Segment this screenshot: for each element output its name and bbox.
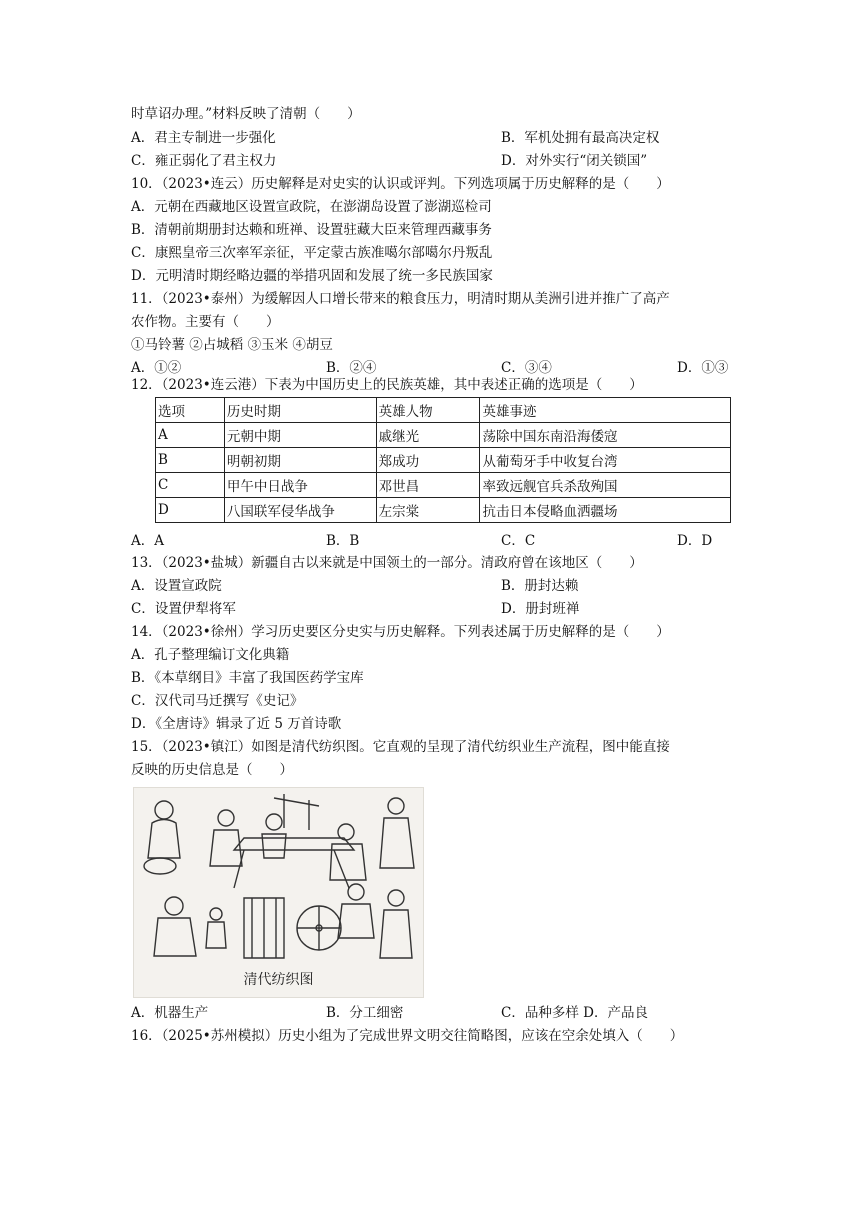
table-cell: 从葡萄牙手中收复台湾 xyxy=(480,448,731,473)
table-cell: 明朝初期 xyxy=(224,448,376,473)
heroes-table xyxy=(155,397,731,523)
table-cell: 邓世昌 xyxy=(376,473,480,498)
q15-stem-line1: 15．（2023•镇江）如图是清代纺织图。它直观的呈现了清代纺织业生产流程，图中能直接 xyxy=(131,739,670,755)
textile-workers-drawing xyxy=(134,788,423,968)
q15-option-b: B．分工细密 xyxy=(326,1005,404,1021)
q14-stem: 14．（2023•徐州）学习历史要区分史实与历史解释。下列表述属于历史解释的是（ ） xyxy=(131,624,670,640)
q13-option-b: B．册封达赖 xyxy=(501,578,579,594)
q13-option-a: A．设置宣政院 xyxy=(131,578,222,594)
q15-stem-line2: 反映的历史信息是（ ） xyxy=(131,762,293,778)
q14-option-a: A．孔子整理编订文化典籍 xyxy=(131,647,290,663)
q12-option-c: C．C xyxy=(501,533,536,549)
table-header-cell: 选项 xyxy=(156,398,225,423)
q11-items: ①马铃薯 ②占城稻 ③玉米 ④胡豆 xyxy=(131,337,333,353)
q12-option-b: B．B xyxy=(326,533,360,549)
table-cell: 抗击日本侵略血洒疆场 xyxy=(480,498,731,523)
table-cell: 荡除中国东南沿海倭寇 xyxy=(480,423,731,448)
q14-option-b: B．《本草纲目》丰富了我国医药学宝库 xyxy=(131,670,364,686)
q9-option-b: B．军机处拥有最高决定权 xyxy=(501,130,660,146)
table-cell: 甲午中日战争 xyxy=(224,473,376,498)
table-cell: 戚继光 xyxy=(376,423,480,448)
q14-option-c: C．汉代司马迁撰写《史记》 xyxy=(131,693,304,709)
q13-option-d: D．册封班禅 xyxy=(501,601,580,617)
table-cell: D xyxy=(156,498,225,523)
q11-option-c: C．③④ xyxy=(501,360,552,376)
table-cell: C xyxy=(156,473,225,498)
table-row xyxy=(156,498,731,523)
q16-stem: 16．（2025•苏州模拟）历史小组为了完成世界文明交往简略图，应该在空余处填入（ ） xyxy=(131,1028,684,1044)
q15-option-cd: C．品种多样 D．产品良 xyxy=(501,1005,648,1021)
table-row xyxy=(156,423,731,448)
q12-option-d: D．D xyxy=(677,533,713,549)
q12-stem: 12．（2023•连云港）下表为中国历史上的民族英雄，其中表述正确的选项是（ ） xyxy=(131,377,643,393)
q15-option-a: A．机器生产 xyxy=(131,1005,209,1021)
q10-stem: 10．（2023•连云）历史解释是对史实的认识或评判。下列选项属于历史解释的是（ ） xyxy=(131,176,670,192)
table-cell: 元朝中期 xyxy=(224,423,376,448)
table-row xyxy=(156,448,731,473)
table-header-cell: 历史时期 xyxy=(224,398,376,423)
q9-option-c: C．雍正弱化了君主权力 xyxy=(131,153,277,169)
q11-option-a: A．①② xyxy=(131,360,182,376)
table-cell: 率致远舰官兵杀敌殉国 xyxy=(480,473,731,498)
q11-stem-line2: 农作物。主要有（ ） xyxy=(131,314,280,330)
q13-stem: 13．（2023•盐城）新疆自古以来就是中国领土的一部分。清政府曾在该地区（ ） xyxy=(131,555,643,571)
q11-option-d: D．①③ xyxy=(677,360,729,376)
q10-option-c: C．康熙皇帝三次率军亲征，平定蒙古族准噶尔部噶尔丹叛乱 xyxy=(131,245,493,261)
q14-option-d: D．《全唐诗》辑录了近 5 万首诗歌 xyxy=(131,716,342,732)
figure-caption: 清代纺织图 xyxy=(243,972,314,988)
q9-option-a: A．君主专制进一步强化 xyxy=(131,130,276,146)
table-cell: 郑成功 xyxy=(376,448,480,473)
table-cell: 左宗棠 xyxy=(376,498,480,523)
q10-option-d: D．元明清时期经略边疆的举措巩固和发展了统一多民族国家 xyxy=(131,268,493,284)
q10-option-b: B．清朝前期册封达赖和班禅、设置驻藏大臣来管理西藏事务 xyxy=(131,222,492,238)
table-cell: B xyxy=(156,448,225,473)
table-cell: A xyxy=(156,423,225,448)
qing-textile-illustration xyxy=(133,787,424,998)
q9-stem-tail: 时草诏办理。”材料反映了清朝（ ） xyxy=(131,106,361,122)
q12-option-a: A．A xyxy=(131,533,164,549)
table-cell: 八国联军侵华战争 xyxy=(224,498,376,523)
q11-stem-line1: 11．（2023•泰州）为缓解因人口增长带来的粮食压力，明清时期从美洲引进并推广了高产 xyxy=(131,291,670,307)
table-header-row xyxy=(156,398,731,423)
table-row xyxy=(156,473,731,498)
q9-option-d: D．对外实行“闭关锁国” xyxy=(501,153,648,169)
table-header-cell: 英雄人物 xyxy=(376,398,480,423)
table-header-cell: 英雄事迹 xyxy=(480,398,731,423)
q13-option-c: C．设置伊犁将军 xyxy=(131,601,236,617)
q10-option-a: A．元朝在西藏地区设置宣政院，在澎湖岛设置了澎湖巡检司 xyxy=(131,199,492,215)
q11-option-b: B．②④ xyxy=(326,360,377,376)
